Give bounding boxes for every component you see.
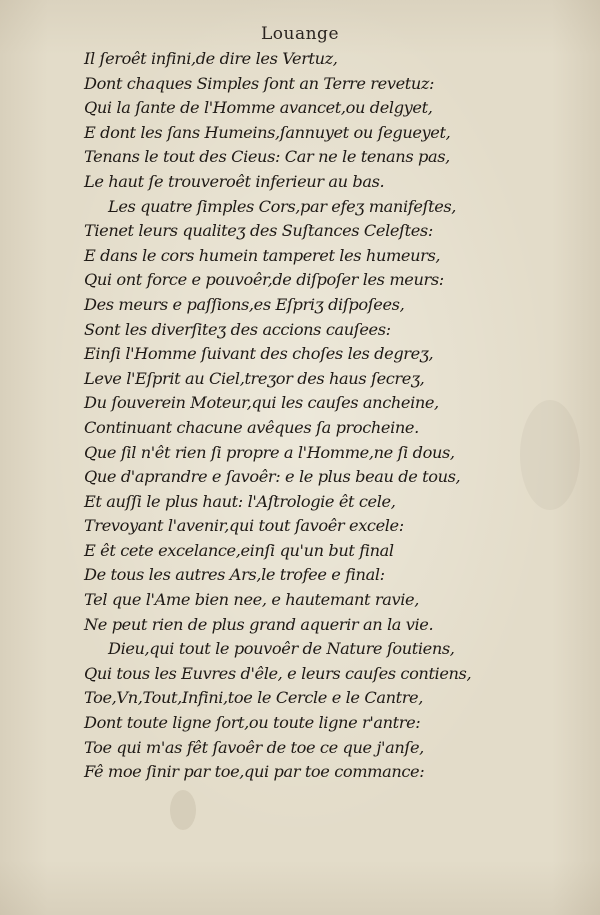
poem-line: Qui la ſante de l'Homme avancet,ou delgyet, [84, 98, 433, 118]
poem-line: Qui tous les Euvres d'êle, e leurs cauſes contiens, [84, 663, 472, 683]
poem-line: Et auſſi le plus haut: l'Aſtrologie êt cele, [84, 491, 396, 511]
poem-text [84, 47, 504, 785]
poem-line: Tel que l'Ame bien nee, e hautemant ravie, [84, 590, 419, 610]
running-header: Louange [261, 24, 339, 44]
poem-line: Einſi l'Homme ſuivant des choſes les degreʒ, [84, 344, 434, 364]
poem-line: Les quatre ſimples Cors,par efeʒ manifeſtes, [108, 196, 457, 216]
poem-line: Du ſouverein Moteur,qui les cauſes ancheine, [84, 393, 439, 413]
poem-line: Tienet leurs qualiteʒ des Suſtances Celeſtes: [84, 221, 433, 241]
poem-line: Leve l'Eſprit au Ciel,treʒor des haus ſecreʒ, [84, 368, 425, 388]
poem-line: Que d'aprandre e ſavoêr: e le plus beau de tous, [84, 467, 461, 487]
poem-line: E dans le cors humein tamperet les humeurs, [84, 245, 441, 265]
poem-line: Qui ont force e pouvoêr,de diſpoſer les meurs: [84, 270, 444, 290]
poem-line: Des meurs e paſſions,es Eſpriʒ diſpoſees, [84, 294, 405, 314]
poem-line: Il ſeroêt infini,de dire les Vertuz, [84, 49, 338, 68]
poem-line: Tenans le tout des Cieus: Car ne le tenans pas, [84, 147, 450, 167]
poem-line: Toe qui m'as fêt ſavoêr de toe ce que j'anſe, [84, 737, 424, 757]
poem-line: Sont les diverſiteʒ des accions cauſees: [84, 319, 391, 339]
poem-line: Toe,Vn,Tout,Infini,toe le Cercle e le Cantre, [84, 688, 423, 708]
poem-line: Dont toute ligne ſort,ou toute ligne r'antre: [84, 713, 421, 733]
poem-line: Trevoyant l'avenir,qui tout ſavoêr excele: [84, 516, 404, 536]
poem-line: E êt cete excelance,einſi qu'un but final [84, 540, 394, 560]
poem-line: Fê moe ſinir par toe,qui par toe commance: [84, 762, 425, 782]
paper-stain [170, 790, 196, 830]
poem-line: Ne peut rien de plus grand aquerir an la vie. [84, 614, 434, 634]
poem-line: Le haut ſe trouveroêt inferieur au bas. [84, 171, 385, 191]
poem-line: E dont les ſans Humeins,ſannuyet ou ſegueyet, [84, 122, 451, 142]
poem-line: De tous les autres Ars,le trofee e final: [84, 565, 385, 585]
poem-line: Que ſil n'êt rien ſi propre a l'Homme,ne ſi dous, [84, 442, 455, 462]
poem-line: Continuant chacune avêques ſa procheine. [84, 417, 419, 437]
poem-line: Dieu,qui tout le pouvoêr de Nature ſoutiens, [108, 639, 455, 659]
paper-stain [520, 400, 580, 510]
poem-line: Dont chaques Simples ſont an Terre revetuz: [84, 73, 435, 93]
